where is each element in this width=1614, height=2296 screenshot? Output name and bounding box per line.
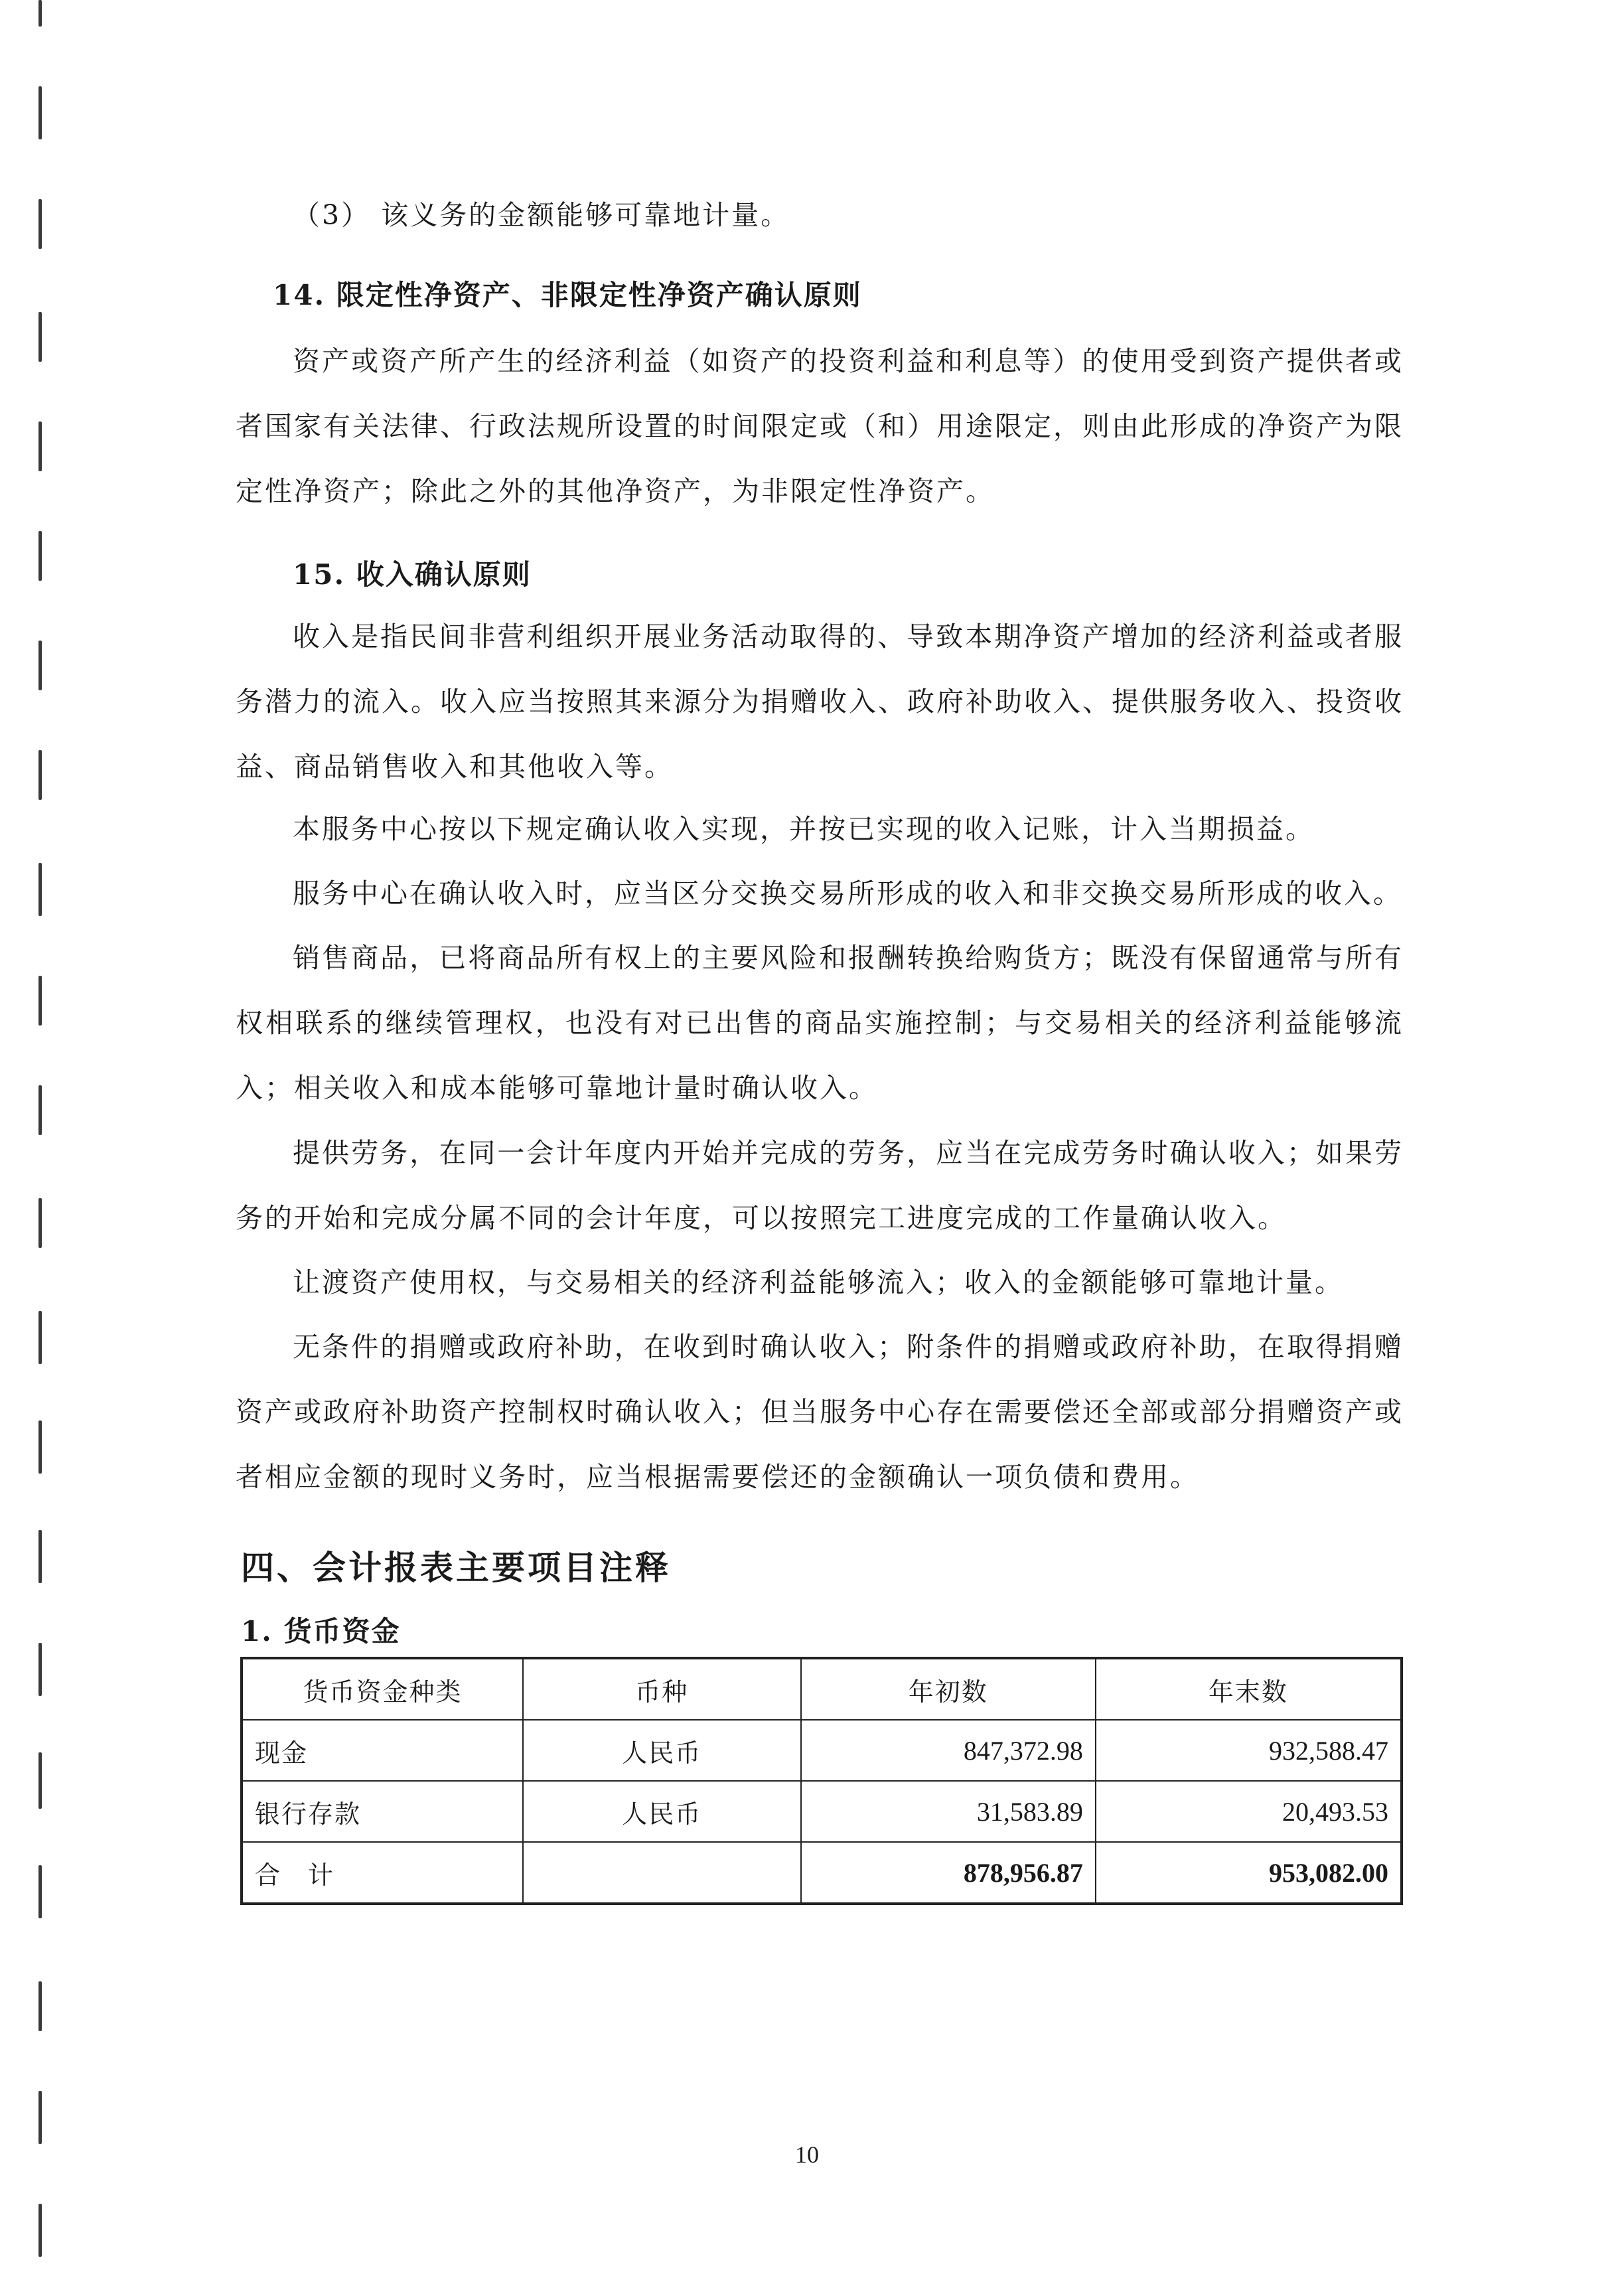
obligation-item-3: （3） 该义务的金额能够可靠地计量。 (293, 199, 790, 231)
cell-type: 现金 (242, 1720, 523, 1781)
cell-total-end: 953,082.00 (1096, 1842, 1402, 1904)
cell-currency: 人民币 (523, 1781, 801, 1842)
header-type: 货币资金种类 (242, 1658, 523, 1720)
section-4-title: 四、会计报表主要项目注释 (241, 1548, 671, 1587)
cell-begin: 31,583.89 (801, 1781, 1096, 1842)
cell-total-currency (523, 1842, 801, 1904)
section-15-para-7: 无条件的捐赠或政府补助，在收到时确认收入；附条件的捐赠或政府补助，在取得捐赠资产或政府补助资产控制权时确认收入；但当服务中心存在需要偿还全部或部分捐赠资产或者相应金额的现时义务时，应当根据需要偿还的金额确认一项负债和费用。 (236, 1331, 1404, 1493)
section-15-para-6: 让渡资产使用权，与交易相关的经济利益能够流入；收入的金额能够可靠地计量。 (293, 1266, 1344, 1298)
cell-total-begin: 878,956.87 (801, 1842, 1096, 1904)
cell-end: 932,588.47 (1096, 1720, 1402, 1781)
section-14-body: 资产或资产所产生的经济利益（如资产的投资利益和利息等）的使用受到资产提供者或者国家有关法律、行政法规所设置的时间限定或（和）用途限定，则由此形成的净资产为限定性净资产；除此之外的其他净资产，为非限定性净资产。 (236, 345, 1404, 507)
cell-end: 20,493.53 (1096, 1781, 1402, 1842)
section-15-title: 15. 收入确认原则 (293, 558, 532, 591)
table-row (242, 1781, 1402, 1842)
header-currency: 币种 (523, 1658, 801, 1720)
page-number: 10 (795, 2141, 819, 2168)
section-14-title: 14. 限定性净资产、非限定性净资产确认原则 (273, 279, 862, 311)
table-row (242, 1720, 1402, 1781)
section-15-para-1: 收入是指民间非营利组织开展业务活动取得的、导致本期净资产增加的经济利益或者服务潜力的流入。收入应当按照其来源分为捐赠收入、政府补助收入、提供服务收入、投资收益、商品销售收入和其他收入等。 (236, 621, 1404, 783)
table-header-row (242, 1658, 1402, 1720)
section-15-para-5: 提供劳务，在同一会计年度内开始并完成的劳务，应当在完成劳务时确认收入；如果劳务的开始和完成分属不同的会计年度，可以按照完工进度完成的工作量确认收入。 (236, 1137, 1404, 1234)
section-15-para-2: 本服务中心按以下规定确认收入实现，并按已实现的收入记账，计入当期损益。 (293, 813, 1315, 845)
cash-table (240, 1657, 1403, 1905)
section-15-para-4: 销售商品，已将商品所有权上的主要风险和报酬转换给购货方；既没有保留通常与所有权相联系的继续管理权，也没有对已出售的商品实施控制；与交易相关的经济利益能够流入；相关收入和成本能够可靠地计量时确认收入。 (236, 942, 1404, 1104)
cell-total-label: 合 计 (242, 1842, 523, 1904)
header-end: 年末数 (1096, 1658, 1402, 1720)
subsection-1-title: 1. 货币资金 (241, 1615, 401, 1647)
header-begin: 年初数 (801, 1658, 1096, 1720)
cell-begin: 847,372.98 (801, 1720, 1096, 1781)
table-total-row (242, 1842, 1402, 1904)
cell-type: 银行存款 (242, 1781, 523, 1842)
cell-currency: 人民币 (523, 1720, 801, 1781)
binding-marks (0, 0, 73, 2296)
section-15-para-3: 服务中心在确认收入时，应当区分交换交易所形成的收入和非交换交易所形成的收入。 (293, 878, 1402, 909)
